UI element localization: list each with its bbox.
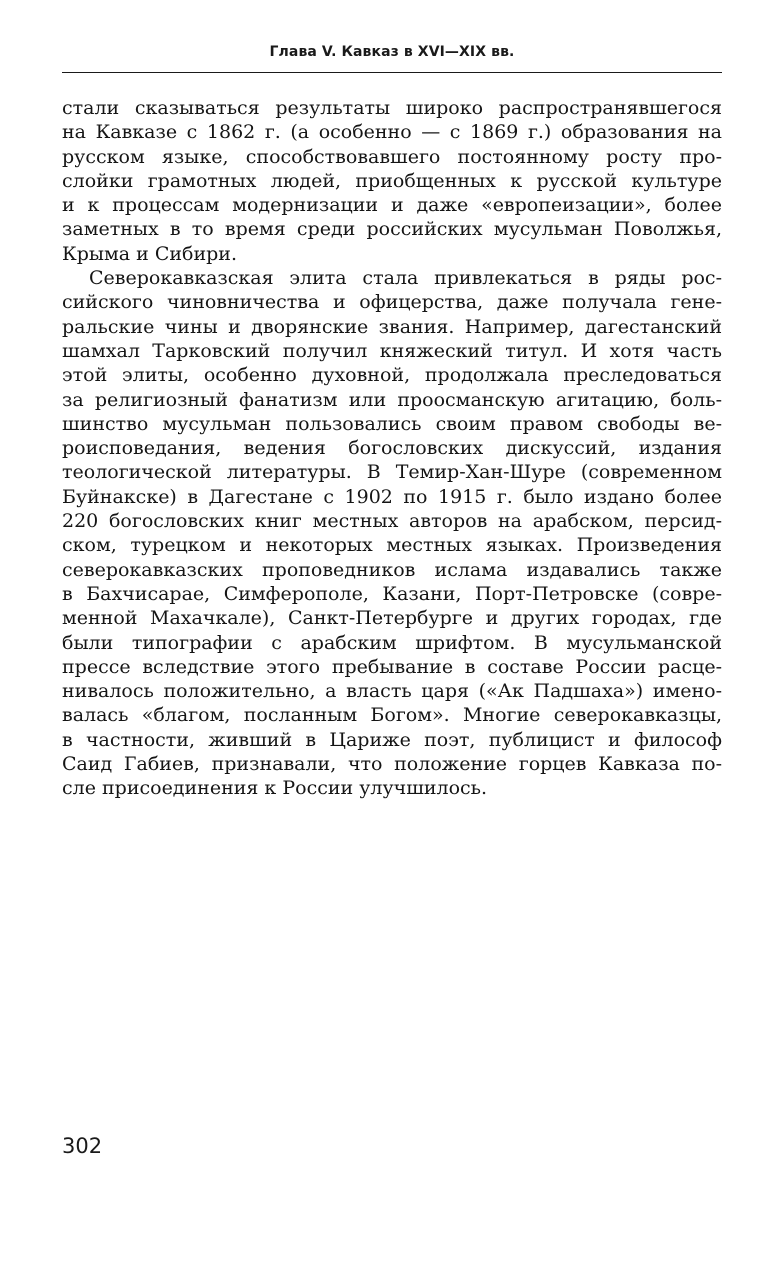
text-line: ском, турецком и некоторых местных языках. Произведения: [62, 534, 722, 557]
text-line: сле присоединения к России улучшилось.: [62, 777, 488, 800]
text-line: в Бахчисарае, Симферополе, Казани, Порт-Петровске (совре-: [62, 582, 722, 605]
text-line: заметных в то время среди российских мусульман Поволжья,: [62, 218, 722, 241]
text-line: Буйнакске) в Дагестане с 1902 по 1915 г. было издано более: [62, 485, 722, 508]
paragraph: [62, 266, 722, 801]
text-line: этой элиты, особенно духовной, продолжала преследоваться: [62, 364, 722, 387]
text-line: сийского чиновничества и офицерства, даже получала гене-: [62, 291, 722, 314]
text-line: теологической литературы. В Темир-Хан-Шуре (современном: [62, 461, 722, 484]
text-line: шамхал Тарковский получил княжеский титул. И хотя часть: [62, 339, 722, 362]
text-line: были типографии с арабским шрифтом. В мусульманской: [62, 631, 722, 654]
text-line: нивалось положительно, а власть царя («Ак Падшаха») имено-: [62, 680, 722, 703]
text-line: слойки грамотных людей, приобщенных к русской культуре: [62, 169, 722, 192]
text-line: ральские чины и дворянские звания. Например, дагестанский: [62, 315, 722, 338]
running-head: Глава V. Кавказ в XVI—XIX вв.: [269, 44, 515, 60]
text-line: и к процессам модернизации и даже «европеизации», более: [62, 194, 722, 217]
text-line: Северокавказская элита стала привлекаться в ряды рос-: [89, 267, 722, 290]
text-line: стали сказываться результаты широко распространявшегося: [62, 97, 722, 119]
page-number: 302: [62, 1134, 103, 1158]
text-line: русском языке, способствовавшего постоянному росту про-: [62, 145, 722, 168]
text-line: роисповедания, ведения богословских дискуссий, издания: [62, 437, 722, 460]
text-line: за религиозный фанатизм или проосманскую агитацию, боль-: [62, 388, 722, 411]
text-line: в частности, живший в Цариже поэт, публицист и философ: [62, 728, 722, 751]
text-line: менной Махачкале), Санкт-Петербурге и других городах, где: [62, 607, 722, 630]
text-line: шинство мусульман пользовались своим правом свободы ве-: [62, 412, 722, 435]
body-text: [62, 96, 722, 801]
text-line: прессе вследствие этого пребывание в составе России расце-: [62, 655, 722, 678]
text-line: на Кавказе с 1862 г. (а особенно — с 1869 г.) образования на: [62, 121, 722, 144]
text-line: Саид Габиев, признавали, что положение горцев Кавказа по-: [62, 753, 722, 776]
text-line: 220 богословских книг местных авторов на арабском, персид-: [62, 510, 722, 533]
text-line: валась «благом, посланным Богом». Многие северокавказцы,: [62, 704, 722, 727]
header-rule: [62, 72, 722, 73]
paragraph: [62, 96, 722, 266]
text-line: Крыма и Сибири.: [62, 242, 238, 265]
text-line: северокавказских проповедников ислама издавались также: [62, 558, 722, 581]
